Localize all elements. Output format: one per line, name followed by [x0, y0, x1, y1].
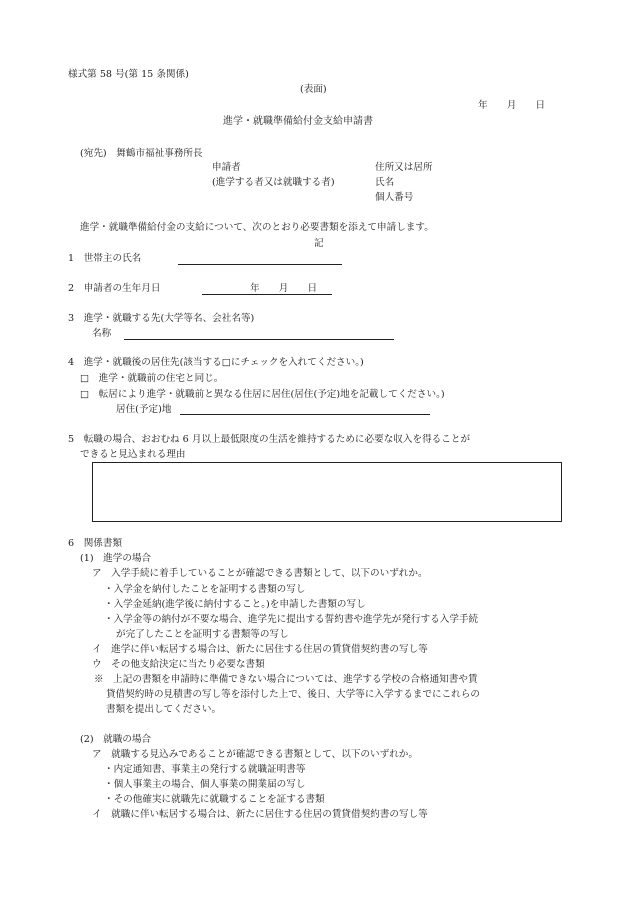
- schooling-note-line2: 貸借契約時の見積書の写し等を添付した上で、後日、大学等に入学するまでにこれらの: [106, 689, 480, 700]
- schooling-u: ウ その他支給決定に当たり必要な書類: [92, 659, 265, 670]
- employment-a3: ・その他確実に就職先に就職することを証する書類: [104, 794, 325, 805]
- item5-line2: できると見込まれる理由: [80, 449, 186, 460]
- name-label: 氏名: [375, 177, 395, 188]
- individual-number-label: 個人番号: [375, 192, 414, 203]
- item1-label: 1 世帯主の氏名: [68, 253, 142, 264]
- employment-a1: ・内定通知書、事業主の発行する就職証明書等: [104, 764, 306, 775]
- side-label: (表面): [300, 84, 327, 95]
- item4-label: 4 進学・就職後の居住先(該当する□にチェックを入れてください。): [68, 357, 364, 368]
- item6-label: 6 関係書類: [68, 538, 123, 549]
- schooling-note-line1: ※ 上記の書類を申請時に準備できない場合については、進学する学校の合格通知書や賃: [94, 674, 478, 685]
- employment-a2: ・個人事業主の場合、個人事業の開業届の写し: [104, 779, 306, 790]
- item3-label: 3 進学・就職する先(大学等名、会社名等): [68, 313, 255, 324]
- schooling-i: イ 進学に伴い転居する場合は、新たに居住する住居の賃貸借契約書の写し等: [92, 644, 428, 655]
- intro-text: 進学・就職準備給付金の支給について、次のとおり必要書類を添えて申請します。: [80, 222, 434, 233]
- item3-name-label: 名称: [92, 328, 112, 339]
- residence-field[interactable]: [180, 414, 430, 415]
- form-number: 様式第 58 号(第 15 条関係): [68, 69, 189, 80]
- schooling-heading: (1) 進学の場合: [80, 553, 152, 564]
- schooling-a3-line2: が完了したことを証明する書類等の写し: [116, 629, 289, 640]
- addressee: (宛先) 舞鶴市福祉事務所長: [80, 148, 203, 159]
- schooling-a1: ・入学金を納付したことを証明する書類の写し: [104, 584, 306, 595]
- schooling-a: ア 入学手続に着手していることが確認できる書類として、以下のいずれか。: [92, 568, 428, 579]
- applicant-note: (進学する者又は就職する者): [212, 177, 335, 188]
- employment-a: ア 就職する見込みであることが確認できる書類として、以下のいずれか。: [92, 749, 418, 760]
- employment-heading: (2) 就職の場合: [80, 734, 152, 745]
- residence-move-option[interactable]: □ 転居により進学・就職前と異なる住居に居住(居住(予定)地を記載してください。): [80, 389, 445, 400]
- household-head-name-field[interactable]: [178, 264, 342, 265]
- item5-line1: 5 転職の場合、おおむね 6 月以上最低限度の生活を維持するために必要な収入を得ることが: [68, 434, 471, 445]
- schooling-a2: ・入学金延納(進学後に納付すること。)を申請した書類の写し: [104, 599, 366, 610]
- item2-label: 2 申請者の生年月日: [68, 283, 161, 294]
- residence-same-option[interactable]: □ 進学・就職前の住宅と同じ。: [80, 373, 224, 384]
- schooling-note-line3: 書類を提出してください。: [106, 704, 222, 715]
- address-label: 住所又は居所: [375, 162, 433, 173]
- birthdate-field[interactable]: [202, 294, 332, 295]
- birthdate-text: 年 月 日: [250, 283, 318, 294]
- employment-i: イ 就職に伴い転居する場合は、新たに居住する住居の賃貸借契約書の写し等: [92, 809, 428, 820]
- applicant-label: 申請者: [212, 162, 241, 173]
- date-line: 年 月 日: [478, 100, 546, 111]
- reason-textbox[interactable]: [92, 462, 562, 522]
- page-title: 進学・就職準備給付金支給申請書: [223, 116, 373, 127]
- destination-name-field[interactable]: [124, 339, 394, 340]
- schooling-a3-line1: ・入学金等の納付が不要な場合、進学先に提出する誓約書や進学先が発行する入学手続: [104, 614, 479, 625]
- residence-label: 居住(予定)地: [116, 404, 172, 415]
- ki-label: 記: [314, 238, 324, 249]
